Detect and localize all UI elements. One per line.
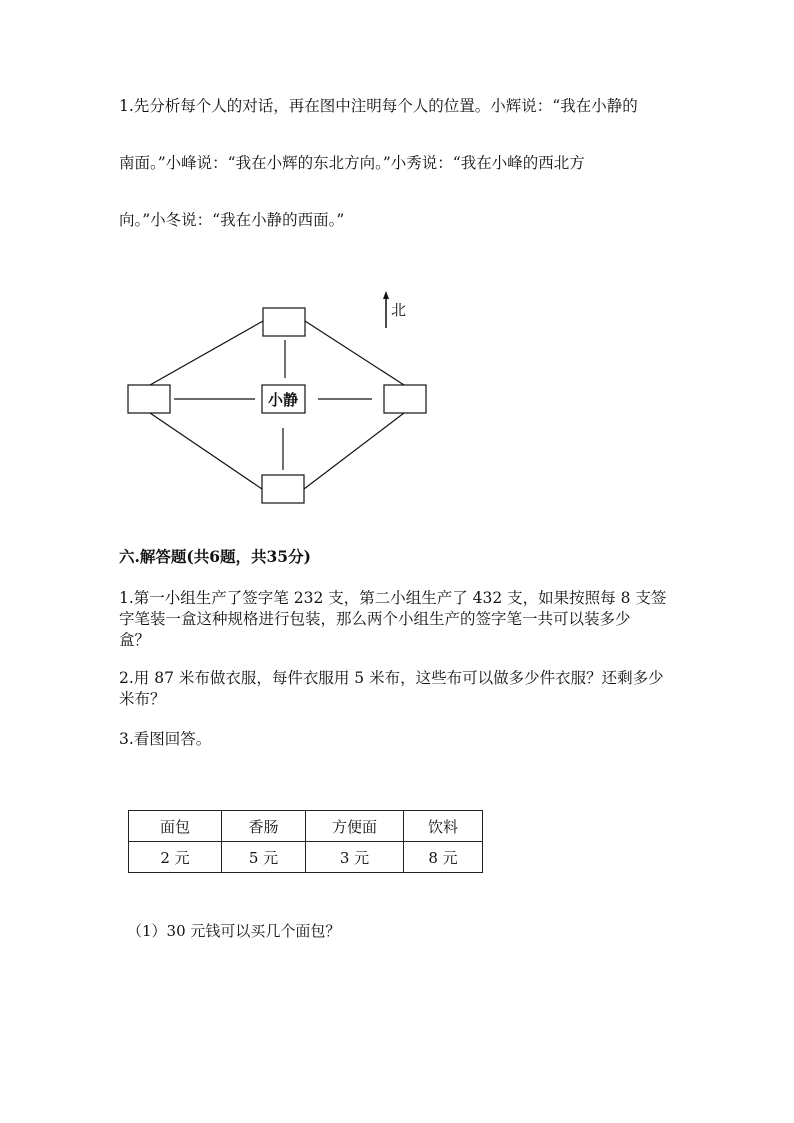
table-header-cell: 面包 [129,811,222,842]
box-west [128,385,170,413]
table-header-cell: 饮料 [404,811,483,842]
north-label: 北 [391,301,407,319]
table-header-row [129,811,483,842]
center-label: 小静 [267,391,299,409]
q1-line-2: 南面。”小峰说：“我在小辉的东北方向。”小秀说：“我在小峰的西北方 [119,154,585,172]
box-south [262,475,304,503]
table-price-cell: 2 元 [129,842,222,873]
s6-q1-line-3: 盒？ [119,631,151,649]
s6-q2-line-1: 2.用 87 米布做衣服，每件衣服用 5 米布，这些布可以做多少件衣服？还剩多少 [119,669,664,687]
north-arrowhead-icon [383,291,389,299]
table-price-cell: 5 元 [222,842,306,873]
table-header-cell: 方便面 [306,811,404,842]
price-table [128,810,483,873]
box-north [263,308,305,336]
table-row [129,842,483,873]
line-south-east [304,413,404,489]
s6-q2-line-2: 米布？ [119,690,166,708]
box-east [384,385,426,413]
table-price-cell: 8 元 [404,842,483,873]
table-price-cell: 3 元 [306,842,404,873]
q1-line-1: 1.先分析每个人的对话，再在图中注明每个人的位置。小辉说：“我在小静的 [119,97,638,115]
sub-question-1: （1）30 元钱可以买几个面包？ [127,922,341,940]
s6-q1-line-1: 1.第一小组生产了签字笔 232 支，第二小组生产了 432 支，如果按照每 8 支签 [119,589,667,607]
line-north-west [150,321,263,385]
line-north-east [305,321,404,385]
q1-line-3: 向。”小冬说：“我在小静的西面。” [119,211,345,229]
line-south-west [150,413,262,489]
direction-diagram [0,0,794,560]
s6-q3: 3.看图回答。 [119,730,212,748]
table-header-cell: 香肠 [222,811,306,842]
s6-q1-line-2: 字笔装一盒这种规格进行包装，那么两个小组生产的签字笔一共可以装多少 [119,610,631,628]
section-title: 六.解答题(共6题，共35分) [119,547,311,566]
